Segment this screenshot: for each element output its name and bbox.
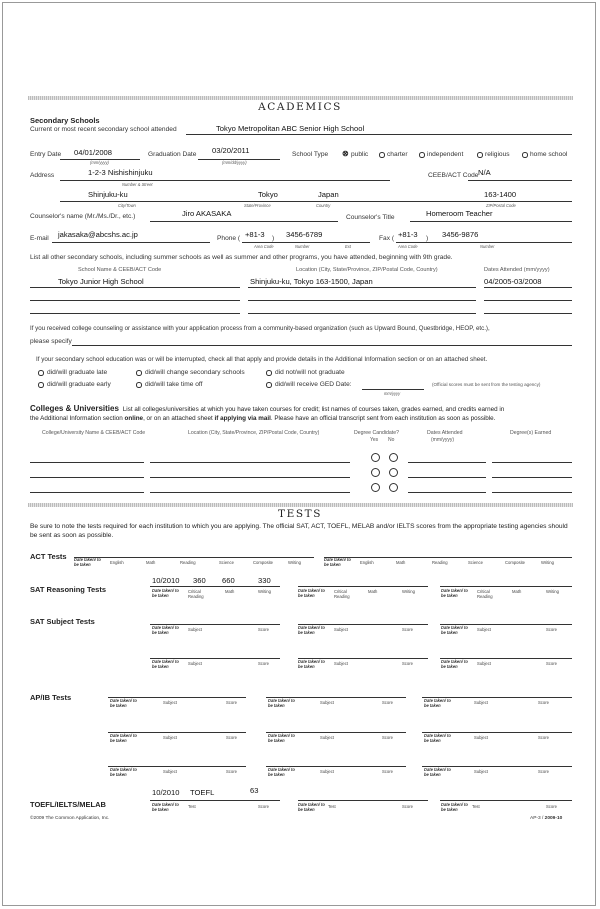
other-col-header: Location (City, State/Province, ZIP/Postal Code, Country) <box>296 267 438 273</box>
entry-date-field[interactable]: 04/01/2008 <box>74 148 113 157</box>
state-sub: State/Province <box>244 203 271 208</box>
entry-date-sub: (mm/yyyy) <box>90 160 109 165</box>
colleges-text-2a: the Additional Information section <box>30 415 125 422</box>
act-line <box>74 557 314 558</box>
sat-subject-date-label: Date taken/ to be taken <box>298 659 325 669</box>
sat-col: Writing <box>402 589 415 594</box>
other-row-line <box>248 313 476 314</box>
fax-line <box>396 242 572 243</box>
college-row-line <box>408 462 486 463</box>
counselor-name-field[interactable]: Jiro AKASAKA <box>182 209 232 218</box>
footer-copyright: ©2009 The Common Application, Inc. <box>30 816 110 821</box>
apib-score: Score <box>538 700 549 705</box>
sat-subject-date-label: Date taken/ to be taken <box>152 659 179 669</box>
other-row-line <box>484 313 572 314</box>
sat-col: Math <box>512 589 522 594</box>
act-line <box>324 557 572 558</box>
sat-writing-field[interactable]: 330 <box>258 576 271 585</box>
sat-subject-score: Score <box>258 661 269 666</box>
country-sub: Country <box>316 203 331 208</box>
apib-subject: Subject <box>320 700 334 705</box>
sat-subject-col: Subject <box>477 627 491 632</box>
act-date-label: Date taken/ to be taken <box>74 557 101 567</box>
act-col: English <box>110 560 124 565</box>
ged-date-line <box>362 389 424 390</box>
toefl-score-label: Score <box>258 804 269 809</box>
college-col-header: Degree(s) Earned <box>510 430 552 436</box>
phone-paren: ) <box>272 235 275 242</box>
phone-line <box>242 242 370 243</box>
fax-area-field[interactable]: +81-3 <box>398 230 418 239</box>
school-type-religious-radio[interactable] <box>477 152 483 158</box>
apib-date-label: Date taken/ to be taken <box>268 698 295 708</box>
footer-code-year: 2009-10 <box>544 816 563 821</box>
counselor-title-label: Counselor's Title <box>346 214 395 221</box>
sat-line <box>150 586 280 587</box>
zip-field[interactable]: 163-1400 <box>484 190 517 199</box>
email-line <box>52 242 210 243</box>
phone-number-sub: Number <box>295 244 310 249</box>
apib-subject: Subject <box>320 735 334 740</box>
counseling-text: If you received college counseling or assistance with your application process from a community-based organization (such as Upward Bound, Questbridge, HEOP, etc.), <box>30 325 490 332</box>
please-specify-label: please specify <box>30 338 72 345</box>
sat-subject-col: Subject <box>477 661 491 666</box>
sat-subject-col: Subject <box>334 661 348 666</box>
other-row-line <box>30 313 240 314</box>
toefl-date-field[interactable]: 10/2010 <box>152 788 180 797</box>
address-street-sub: Number & Street <box>122 182 153 187</box>
grad-date-sub: (mm/dd/yyyy) <box>222 160 247 165</box>
other-schools-text: List all other secondary schools, including summer schools as well as summer and other programs, you have attended, beginning with 9th grade. <box>30 254 453 261</box>
school-type-option: home school <box>530 151 568 158</box>
counselor-name-label: Counselor's name (Mr./Ms./Dr., etc.) <box>30 213 136 220</box>
school-type-charter-radio[interactable] <box>379 152 385 158</box>
colleges-mail: if applying via mail <box>214 415 271 422</box>
apib-score: Score <box>226 700 237 705</box>
toefl-date-label: Date taken/ to be taken <box>298 802 325 812</box>
colleges-line-2 <box>30 415 495 423</box>
apib-subject: Subject <box>474 700 488 705</box>
sat-math-field[interactable]: 660 <box>222 576 235 585</box>
toefl-test-label: Test <box>188 804 196 809</box>
page-border <box>2 2 596 906</box>
act-col: Writing <box>541 560 554 565</box>
interrupt-checkbox[interactable] <box>266 370 272 376</box>
counselor-name-line <box>150 221 338 222</box>
sat-subject-col: Subject <box>188 627 202 632</box>
school-type-label: School Type <box>292 151 329 158</box>
act-col: Writing <box>288 560 301 565</box>
apib-subject: Subject <box>474 735 488 740</box>
act-col: English <box>360 560 374 565</box>
other-row-line <box>248 300 476 301</box>
ceeb-line <box>468 180 572 181</box>
act-col: Reading <box>432 560 448 565</box>
college-col-header: College/University Name & CEEB/ACT Code <box>42 430 146 436</box>
apib-subject: Subject <box>320 769 334 774</box>
school-type-option: charter <box>387 151 408 158</box>
current-school-field[interactable]: Tokyo Metropolitan ABC Senior High School <box>216 124 365 133</box>
interrupt-checkbox[interactable] <box>136 382 142 388</box>
interrupt-checkbox[interactable] <box>38 382 44 388</box>
address-street-field[interactable]: 1-2-3 Nishishinjuku <box>88 168 153 177</box>
country-field[interactable]: Japan <box>318 190 339 199</box>
act-col: Reading <box>180 560 196 565</box>
act-col: Science <box>468 560 483 565</box>
tests-title: TESTS <box>277 508 323 520</box>
other-row-line <box>484 300 572 301</box>
sat-subject-score: Score <box>546 661 557 666</box>
apib-subject: Subject <box>474 769 488 774</box>
interrupt-option: did/will change secondary schools <box>145 369 245 376</box>
interrupt-option: did/will graduate early <box>47 381 111 388</box>
sat-date-field[interactable]: 10/2010 <box>152 576 180 585</box>
counselor-title-line <box>410 221 572 222</box>
act-col: Math <box>146 560 156 565</box>
sat-subject-date-label: Date taken/ to be taken <box>152 625 179 635</box>
state-field[interactable]: Tokyo <box>258 190 278 199</box>
act-date-label: Date taken/ to be taken <box>324 557 351 567</box>
degree-yes-radio[interactable] <box>371 453 380 462</box>
address-label: Address <box>30 172 55 179</box>
apib-date-label: Date taken/ to be taken <box>110 767 137 777</box>
toefl-test-label: Test <box>328 804 336 809</box>
interrupted-text: If your secondary school education was or will be interrupted, check all that apply and provide details in the Additional Information section or on an attached sheet. <box>36 356 488 363</box>
toefl-label: TOEFL/IELTS/MELAB <box>30 800 106 809</box>
college-col-header: Yes <box>370 437 379 443</box>
college-row-line <box>150 492 350 493</box>
act-col: Science <box>219 560 234 565</box>
fax-label: Fax ( <box>379 235 395 242</box>
email-field[interactable]: jakasaka@abcshs.ac.jp <box>58 230 138 239</box>
sat-subject-date-label: Date taken/ to be taken <box>441 625 468 635</box>
fax-number-field[interactable]: 3456-9876 <box>442 230 479 239</box>
current-school-line <box>186 134 572 135</box>
sat-subject-score: Score <box>546 627 557 632</box>
sat-col: Writing <box>258 589 271 594</box>
interrupt-checkbox[interactable] <box>38 370 44 376</box>
grad-date-label: Graduation Date <box>148 151 197 158</box>
apib-score: Score <box>226 769 237 774</box>
apib-score: Score <box>382 700 393 705</box>
toefl-score-label: Score <box>402 804 413 809</box>
college-col-header: Dates Attended <box>427 430 463 436</box>
academics-title: ACADEMICS <box>258 101 342 113</box>
sat-subject-score: Score <box>402 627 413 632</box>
college-row-line <box>408 492 486 493</box>
apib-score: Score <box>538 769 549 774</box>
other-school-dates-field[interactable]: 04/2005-03/2008 <box>484 277 542 286</box>
other-col-header: Dates Attended (mm/yyyy) <box>484 267 550 273</box>
sat-subject-col: Subject <box>188 661 202 666</box>
fax-area-sub: Area Code <box>398 244 418 249</box>
other-row-line <box>30 287 240 288</box>
college-col-header: Location (City, State/Province, ZIP/Postal Code, Country) <box>188 430 320 436</box>
act-col: Composite <box>505 560 526 565</box>
apib-score: Score <box>226 735 237 740</box>
school-type-independent-radio[interactable] <box>419 152 425 158</box>
degree-no-radio[interactable] <box>389 453 398 462</box>
grad-date-field[interactable]: 03/20/2011 <box>212 146 250 155</box>
email-label: E-mail <box>30 235 49 242</box>
toefl-date-label: Date taken/ to be taken <box>441 802 468 812</box>
school-type-option: religious <box>485 151 510 158</box>
act-col: Math <box>396 560 406 565</box>
college-col-header: (mm/yyyy) <box>431 437 455 443</box>
sat-subject-date-label: Date taken/ to be taken <box>298 625 325 635</box>
apib-date-label: Date taken/ to be taken <box>268 733 295 743</box>
other-row-line <box>248 287 476 288</box>
secondary-schools-heading: Secondary Schools <box>30 116 100 125</box>
other-school-location-field[interactable]: Shinjuku-ku, Tokyo 163-1500, Japan <box>250 277 373 286</box>
toefl-test-label: Test <box>472 804 480 809</box>
fax-paren: ) <box>426 235 429 242</box>
sat-reasoning-label: SAT Reasoning Tests <box>30 585 106 594</box>
college-row-line <box>492 462 572 463</box>
please-specify-line <box>72 345 572 346</box>
apib-label: AP/IB Tests <box>30 693 72 702</box>
other-row-line <box>484 287 572 288</box>
apib-date-label: Date taken/ to be taken <box>268 767 295 777</box>
school-type-option: public <box>351 151 369 158</box>
college-row-line <box>150 462 350 463</box>
toefl-score-field[interactable]: 63 <box>250 786 259 795</box>
colleges-text-2c: . Please have an official transcript sent from each institution as soon as possible. <box>270 415 496 422</box>
college-row-line <box>408 477 486 478</box>
sat-subject-label: SAT Subject Tests <box>30 617 95 626</box>
act-label: ACT Tests <box>30 552 67 561</box>
interrupt-option: did not/will not graduate <box>275 369 345 376</box>
apib-subject: Subject <box>163 735 177 740</box>
sat-line <box>298 586 428 587</box>
college-row-line <box>492 492 572 493</box>
degree-no-radio[interactable] <box>389 483 398 492</box>
sat-col: Critical Reading <box>188 589 204 599</box>
college-col-header: No <box>388 437 395 443</box>
city-line <box>60 201 572 202</box>
toefl-test-field[interactable]: TOEFL <box>190 788 215 797</box>
college-row-line <box>492 477 572 478</box>
colleges-heading: Colleges & Universities <box>30 404 119 413</box>
sat-date-label: Date taken/ to be taken <box>441 588 468 598</box>
entry-date-label: Entry Date <box>30 151 62 158</box>
college-row-line <box>30 462 144 463</box>
colleges-line-1 <box>30 404 504 414</box>
sat-subject-score: Score <box>258 627 269 632</box>
apib-subject: Subject <box>163 769 177 774</box>
interrupt-option: did/will receive GED Date: <box>275 381 352 388</box>
zip-sub: ZIP/Postal Code <box>486 203 516 208</box>
sat-col: Critical Reading <box>477 589 493 599</box>
sat-col: Math <box>368 589 378 594</box>
apib-subject: Subject <box>163 700 177 705</box>
city-field[interactable]: Shinjuku-ku <box>88 190 128 199</box>
phone-number-field[interactable]: 3456-6789 <box>286 230 323 239</box>
degree-yes-radio[interactable] <box>371 483 380 492</box>
section-band-tests <box>28 503 573 507</box>
ceeb-field[interactable]: N/A <box>478 168 491 177</box>
section-band-left <box>28 96 573 100</box>
city-sub: City/Town <box>118 203 136 208</box>
degree-no-radio[interactable] <box>389 468 398 477</box>
phone-area-field[interactable]: +81-3 <box>245 230 265 239</box>
other-school-name-field[interactable]: Tokyo Junior High School <box>58 277 144 286</box>
school-type-home-radio[interactable] <box>522 152 528 158</box>
footer-code <box>530 816 562 821</box>
interrupt-option: did/will take time off <box>145 381 203 388</box>
sat-date-label: Date taken/ to be taken <box>152 588 179 598</box>
sat-col: Critical Reading <box>334 589 350 599</box>
toefl-score-label: Score <box>546 804 557 809</box>
interrupt-option: did/will graduate late <box>47 369 108 376</box>
phone-area-sub: Area Code <box>254 244 274 249</box>
apib-date-label: Date taken/ to be taken <box>110 698 137 708</box>
interrupt-checkbox[interactable] <box>266 382 272 388</box>
ged-date-sub: mm/yyyy <box>384 391 401 396</box>
sat-date-label: Date taken/ to be taken <box>298 588 325 598</box>
apib-date-label: Date taken/ to be taken <box>110 733 137 743</box>
counselor-title-field[interactable]: Homeroom Teacher <box>426 209 493 218</box>
toefl-line <box>440 800 572 801</box>
apib-date-label: Date taken/ to be taken <box>424 698 451 708</box>
colleges-online: online <box>124 415 144 422</box>
apib-score: Score <box>382 735 393 740</box>
colleges-text-1: List all colleges/universities at which you have taken courses for credit; list names of courses taken, grades earned, and credits earned in <box>122 406 505 413</box>
sat-line <box>440 586 572 587</box>
school-type-option: independent <box>427 151 464 158</box>
sat-subject-col: Subject <box>334 627 348 632</box>
degree-yes-radio[interactable] <box>371 468 380 477</box>
toefl-line <box>298 800 428 801</box>
footer-code-prefix: AP-3 / <box>530 816 545 821</box>
other-col-header: School Name & CEEB/ACT Code <box>78 267 162 273</box>
ged-note: (Official scores must be sent from the testing agency) <box>432 382 541 387</box>
sat-col: Math <box>225 589 235 594</box>
toefl-date-label: Date taken/ to be taken <box>152 802 179 812</box>
sat-subject-date-label: Date taken/ to be taken <box>441 659 468 669</box>
tests-intro: Be sure to note the tests required for each institution to which you are applying. The official SAT, ACT, TOEFL, MELAB and/or IELTS scores from the appropriate testing agencies should be sent as soon as possible. <box>30 523 568 539</box>
phone-label: Phone ( <box>217 235 241 242</box>
toefl-line <box>150 800 280 801</box>
phone-ext-sub: Ext <box>345 244 351 249</box>
apib-date-label: Date taken/ to be taken <box>424 767 451 777</box>
college-row-line <box>30 492 144 493</box>
college-row-line <box>150 477 350 478</box>
colleges-text-2b: , or on an attached sheet <box>143 415 215 422</box>
current-school-label: Current or most recent secondary school attended <box>30 126 177 133</box>
apib-date-label: Date taken/ to be taken <box>424 733 451 743</box>
act-col: Composite <box>253 560 274 565</box>
apib-score: Score <box>382 769 393 774</box>
fax-number-sub: Number <box>480 244 495 249</box>
sat-cr-field[interactable]: 360 <box>193 576 206 585</box>
college-row-line <box>30 477 144 478</box>
school-type-public-checked-icon[interactable]: ⊗ <box>342 149 349 158</box>
apib-score: Score <box>538 735 549 740</box>
interrupt-checkbox[interactable] <box>136 370 142 376</box>
ceeb-label: CEEB/ACT Code <box>428 172 479 179</box>
address-line <box>60 180 390 181</box>
college-col-header: Degree Candidate? <box>354 430 399 436</box>
sat-col: Writing <box>546 589 559 594</box>
other-row-line <box>30 300 240 301</box>
sat-subject-score: Score <box>402 661 413 666</box>
